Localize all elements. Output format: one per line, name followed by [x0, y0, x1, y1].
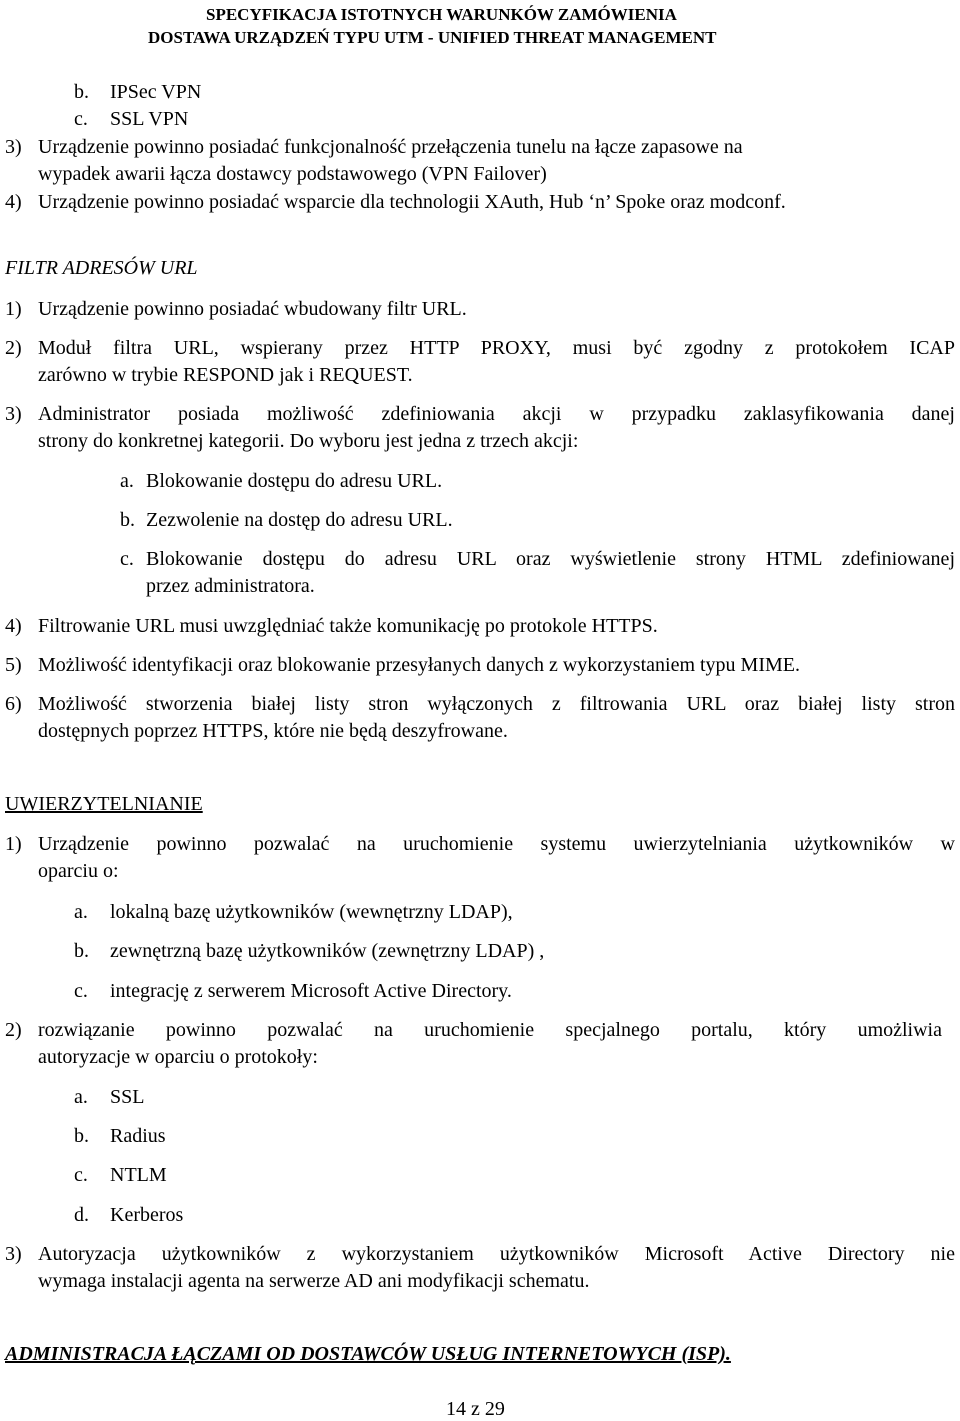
- list-item-text: Moduł filtra URL, wspierany przez HTTP PROXY, musi być zgodny z protokołem ICAP: [38, 337, 955, 359]
- list-item-text: IPSec VPN: [110, 81, 202, 103]
- list-item-text: Możliwość identyfikacji oraz blokowanie przesyłanych danych z wykorzystaniem typu MIME.: [38, 654, 801, 676]
- list-item-text: wymaga instalacji agenta na serwerze AD ani modyfikacji schematu.: [38, 1270, 590, 1292]
- list-item-text: dostępnych poprzez HTTPS, które nie będą deszyfrowane.: [38, 720, 508, 742]
- list-item-text: integrację z serwerem Microsoft Active Directory.: [110, 980, 512, 1002]
- list-item-num: 1): [5, 298, 22, 320]
- list-item-num: a.: [74, 901, 88, 923]
- list-item-text: zarówno w trybie RESPOND jak i REQUEST.: [38, 364, 413, 386]
- list-item-num: a.: [74, 1086, 88, 1108]
- section-heading-isp: ADMINISTRACJA ŁĄCZAMI OD DOSTAWCÓW USŁUG INTERNETOWYCH (ISP).: [5, 1343, 731, 1365]
- list-item-text: lokalną bazę użytkowników (wewnętrzny LDAP),: [110, 901, 513, 923]
- section-heading-url-filter: FILTR ADRESÓW URL: [5, 257, 198, 279]
- list-item-num: 5): [5, 654, 22, 676]
- list-item-text: Autoryzacja użytkowników z wykorzystaniem użytkowników Microsoft Active Directory nie: [38, 1243, 955, 1265]
- list-item-text: rozwiązanie powinno pozwalać na uruchomienie specjalnego portalu, który umożliwia: [38, 1019, 942, 1041]
- header-line-1: SPECYFIKACJA ISTOTNYCH WARUNKÓW ZAMÓWIENIA: [206, 5, 677, 24]
- list-item-text: Urządzenie powinno posiadać wsparcie dla technologii XAuth, Hub ‘n’ Spoke oraz modconf.: [38, 191, 786, 213]
- list-item-text: Blokowanie dostępu do adresu URL.: [146, 470, 443, 492]
- list-item-num: 2): [5, 337, 22, 359]
- list-item-num: c.: [74, 108, 88, 130]
- list-item-text: przez administratora.: [146, 575, 315, 597]
- list-item-text: Kerberos: [110, 1204, 184, 1226]
- list-item-text: Radius: [110, 1125, 166, 1147]
- list-item-num: c.: [120, 548, 134, 570]
- list-item-text: Urządzenie powinno posiadać funkcjonalność przełączenia tunelu na łącze zapasowe na: [38, 136, 743, 158]
- list-item-text: Urządzenie powinno posiadać wbudowany filtr URL.: [38, 298, 467, 320]
- section-heading-auth: UWIERZYTELNIANIE: [5, 793, 203, 815]
- list-item-num: c.: [74, 980, 88, 1002]
- list-item-num: 6): [5, 693, 22, 715]
- list-item-num: b.: [74, 81, 89, 103]
- list-item-text: Zezwolenie na dostęp do adresu URL.: [146, 509, 453, 531]
- list-item-num: a.: [120, 470, 134, 492]
- page-number: 14 z 29: [446, 1398, 505, 1420]
- list-item-num: b.: [74, 1125, 89, 1147]
- list-item-num: 4): [5, 191, 22, 213]
- list-item-text: Możliwość stworzenia białej listy stron wyłączonych z filtrowania URL oraz białej listy stron: [38, 693, 955, 715]
- list-item-num: 1): [5, 833, 22, 855]
- list-item-text: strony do konkretnej kategorii. Do wyboru jest jedna z trzech akcji:: [38, 430, 579, 452]
- list-item-text: Filtrowanie URL musi uwzględniać także komunikację po protokole HTTPS.: [38, 615, 658, 637]
- list-item-num: c.: [74, 1164, 88, 1186]
- list-item-text: oparciu o:: [38, 860, 119, 882]
- list-item-num: 3): [5, 403, 22, 425]
- list-item-text: Blokowanie dostępu do adresu URL oraz wyświetlenie strony HTML zdefiniowanej: [146, 548, 955, 570]
- list-item-text: SSL VPN: [110, 108, 189, 130]
- list-item-num: 4): [5, 615, 22, 637]
- list-item-num: 2): [5, 1019, 22, 1041]
- header-line-2: DOSTAWA URZĄDZEŃ TYPU UTM - UNIFIED THREAT MANAGEMENT: [148, 28, 717, 47]
- list-item-text: NTLM: [110, 1164, 167, 1186]
- list-item-num: d.: [74, 1204, 89, 1226]
- list-item-num: b.: [74, 940, 89, 962]
- list-item-text: Administrator posiada możliwość zdefiniowania akcji w przypadku zaklasyfikowania danej: [38, 403, 955, 425]
- list-item-text: zewnętrzną bazę użytkowników (zewnętrzny LDAP) ,: [110, 940, 545, 962]
- list-item-num: b.: [120, 509, 135, 531]
- list-item-text: Urządzenie powinno pozwalać na uruchomienie systemu uwierzytelniania użytkowników w: [38, 833, 955, 855]
- list-item-text: SSL: [110, 1086, 145, 1108]
- list-item-num: 3): [5, 136, 22, 158]
- list-item-text: autoryzacje w oparciu o protokoły:: [38, 1046, 318, 1068]
- list-item-text: wypadek awarii łącza dostawcy podstawowego (VPN Failover): [38, 163, 547, 185]
- list-item-num: 3): [5, 1243, 22, 1265]
